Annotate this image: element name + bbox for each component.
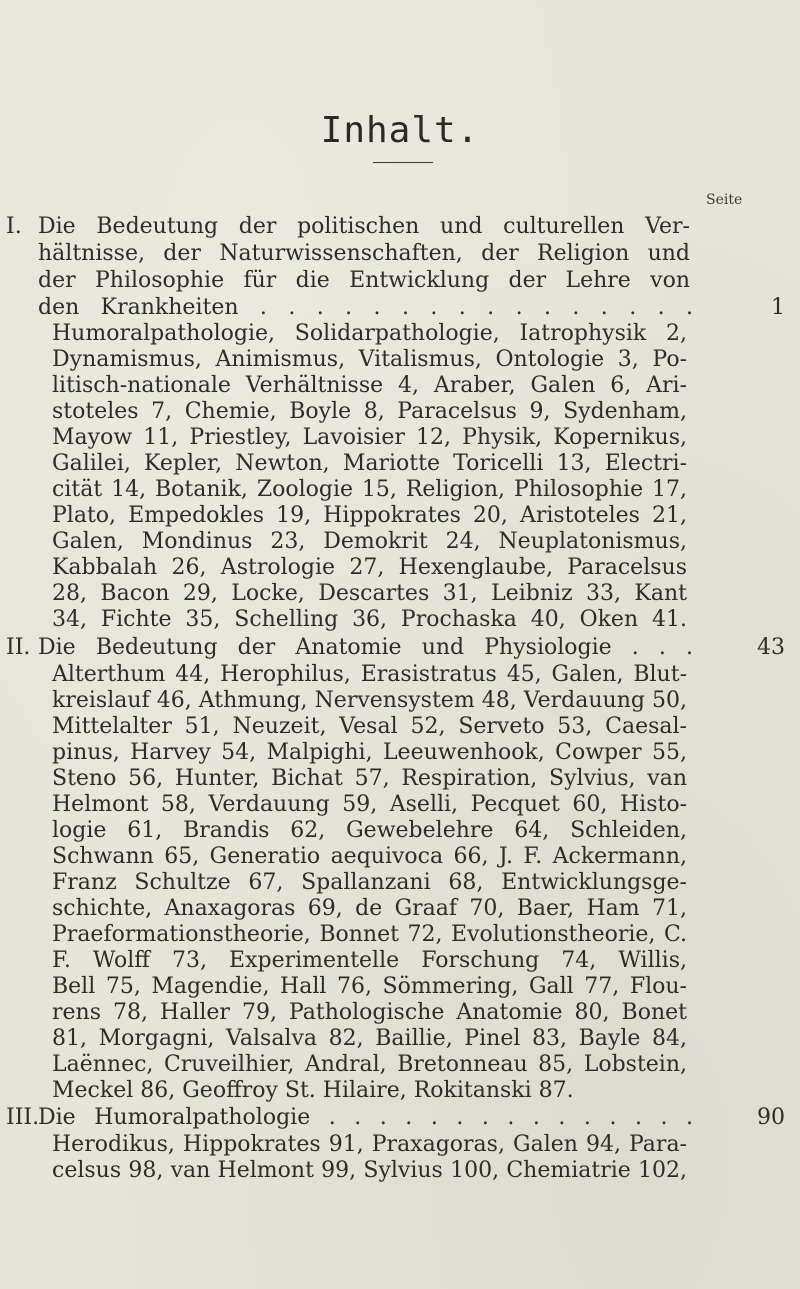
topic-line (0, 974, 800, 1000)
topic-text: Laënnec, Cruveilhier, Andral, Bretonneau 85, Lobstein, (52, 1052, 687, 1077)
section-heading-line (0, 268, 800, 294)
topic-line (0, 792, 800, 818)
topic-line (0, 373, 800, 399)
topic-text: logie 61, Brandis 62, Gewebelehre 64, Schleiden, (52, 818, 687, 843)
topic-line (0, 870, 800, 896)
topic-line (0, 1132, 800, 1158)
topic-line (0, 948, 800, 974)
topic-line (0, 347, 800, 373)
topic-text: schichte, Anaxagoras 69, de Graaf 70, Baer, Ham 71, (52, 896, 687, 921)
topic-line (0, 818, 800, 844)
topic-text: 34, Fichte 35, Schelling 36, Prochaska 40, Oken 41. (52, 607, 687, 632)
page-title: Inhalt. (320, 110, 480, 151)
topic-line (0, 896, 800, 922)
topic-line (0, 607, 800, 633)
topic-line (0, 662, 800, 688)
title-rule (373, 162, 433, 163)
topic-line (0, 1158, 800, 1184)
topic-text: Franz Schultze 67, Spallanzani 68, Entwicklungsge- (52, 870, 687, 895)
topic-text: Plato, Empedokles 19, Hippokrates 20, Aristoteles 21, (52, 503, 687, 528)
topic-line (0, 425, 800, 451)
topic-text: stoteles 7, Chemie, Boyle 8, Paracelsus 9, Sydenham, (52, 399, 687, 424)
topic-text: Alterthum 44, Herophilus, Erasistratus 45, Galen, Blut- (52, 662, 687, 687)
topic-text: Mittelalter 51, Neuzeit, Vesal 52, Serveto 53, Caesal- (52, 714, 687, 739)
topic-line (0, 922, 800, 948)
page-number: 90 (757, 1105, 785, 1130)
section-heading-line (0, 241, 800, 267)
section-heading-line (0, 295, 800, 321)
topic-text: Galilei, Kepler, Newton, Mariotte Toricelli 13, Electri- (52, 451, 687, 476)
topic-line (0, 399, 800, 425)
section-numeral: II. (6, 635, 31, 660)
page-number: 1 (771, 295, 785, 320)
heading-text: Die Bedeutung der Anatomie und Physiologie . . . (38, 635, 693, 660)
topic-line (0, 844, 800, 870)
topic-line (0, 1000, 800, 1026)
topic-text: Schwann 65, Generatio aequivoca 66, J. F. Ackermann, (52, 844, 687, 869)
topic-text: 28, Bacon 29, Locke, Descartes 31, Leibniz 33, Kant (52, 581, 687, 606)
topic-line (0, 1052, 800, 1078)
topic-text: Bell 75, Magendie, Hall 76, Sömmering, Gall 77, Flou- (52, 974, 687, 999)
topic-text: kreislauf 46, Athmung, Nervensystem 48, Verdauung 50, (52, 688, 687, 713)
topic-line (0, 477, 800, 503)
topic-line (0, 529, 800, 555)
topic-text: litisch-nationale Verhältnisse 4, Araber, Galen 6, Ari- (52, 373, 687, 398)
topic-text: Mayow 11, Priestley, Lavoisier 12, Physik, Kopernikus, (52, 425, 687, 450)
topic-line (0, 451, 800, 477)
heading-text: Die Humoralpathologie . . . . . . . . . . . . . . . (38, 1105, 693, 1130)
heading-text: Die Bedeutung der politischen und culturellen Ver- (38, 214, 690, 239)
topic-line (0, 503, 800, 529)
page-column-header: Seite (706, 192, 743, 208)
topic-text: Humoralpathologie, Solidarpathologie, Iatrophysik 2, (52, 321, 687, 346)
topic-line (0, 766, 800, 792)
topic-text: Dynamismus, Animismus, Vitalismus, Ontologie 3, Po- (52, 347, 687, 372)
topic-text: celsus 98, van Helmont 99, Sylvius 100, Chemiatrie 102, (52, 1158, 687, 1183)
topic-text: rens 78, Haller 79, Pathologische Anatomie 80, Bonet (52, 1000, 687, 1025)
topic-line (0, 1026, 800, 1052)
topic-text: Steno 56, Hunter, Bichat 57, Respiration, Sylvius, van (52, 766, 687, 791)
topic-text: 81, Morgagni, Valsalva 82, Baillie, Pinel 83, Bayle 84, (52, 1026, 687, 1051)
section-heading-line (0, 635, 800, 661)
section-numeral: I. (6, 214, 22, 239)
section-heading-line (0, 1105, 800, 1131)
topic-line (0, 555, 800, 581)
topic-line (0, 321, 800, 347)
heading-text: der Philosophie für die Entwicklung der Lehre von (38, 268, 690, 293)
topic-text: Praeformationstheorie, Bonnet 72, Evolutionstheorie, C. (52, 922, 687, 947)
topic-text: F. Wolff 73, Experimentelle Forschung 74, Willis, (52, 948, 687, 973)
topic-line (0, 581, 800, 607)
topic-line (0, 688, 800, 714)
topic-line (0, 1078, 800, 1104)
topic-text: cität 14, Botanik, Zoologie 15, Religion, Philosophie 17, (52, 477, 687, 502)
page-number: 43 (757, 635, 785, 660)
topic-line (0, 740, 800, 766)
topic-text: Kabbalah 26, Astrologie 27, Hexenglaube, Paracelsus (52, 555, 687, 580)
topic-text: Galen, Mondinus 23, Demokrit 24, Neuplatonismus, (52, 529, 687, 554)
topic-line (0, 714, 800, 740)
heading-text: den Krankheiten . . . . . . . . . . . . . . . . (38, 295, 693, 320)
topic-text: Helmont 58, Verdauung 59, Aselli, Pecquet 60, Histo- (52, 792, 687, 817)
heading-text: hältnisse, der Naturwissenschaften, der Religion und (38, 241, 690, 266)
topic-text: Meckel 86, Geoffroy St. Hilaire, Rokitanski 87. (52, 1078, 574, 1103)
topic-text: pinus, Harvey 54, Malpighi, Leeuwenhook, Cowper 55, (52, 740, 687, 765)
section-heading-line (0, 214, 800, 240)
topic-text: Herodikus, Hippokrates 91, Praxagoras, Galen 94, Para- (52, 1132, 687, 1157)
section-numeral: III. (6, 1105, 40, 1130)
